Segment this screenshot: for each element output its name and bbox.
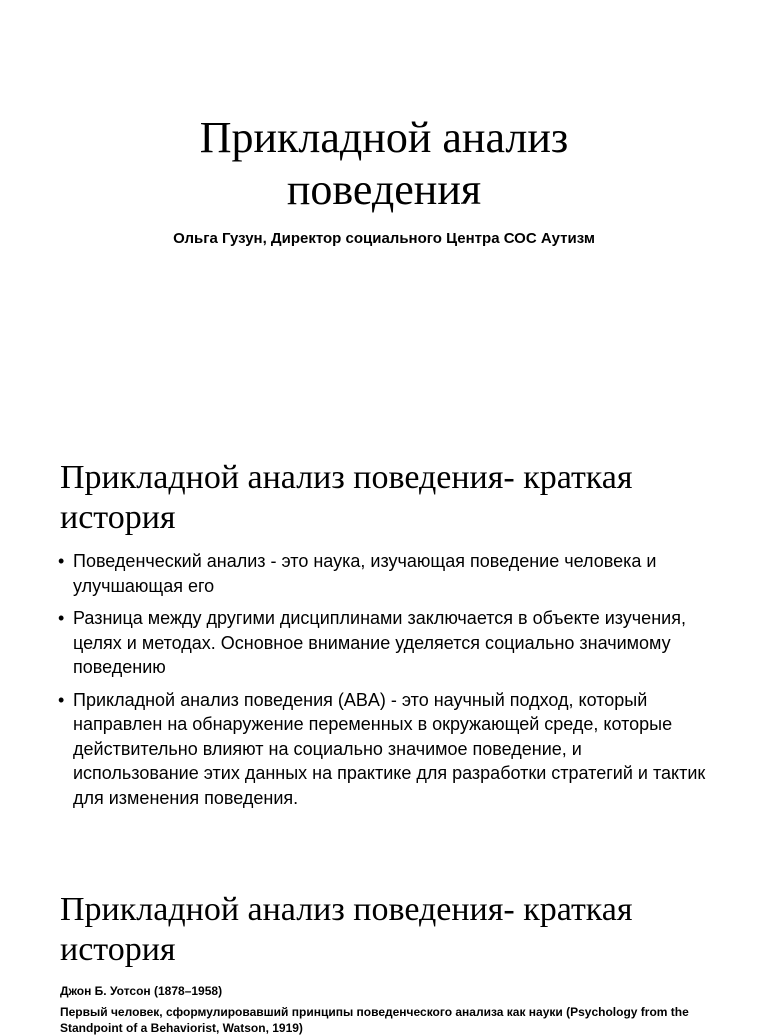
slide-heading [60, 890, 740, 970]
bullet-item [58, 549, 708, 598]
bullet-text: Поведенческий анализ - это наука, изучающая поведение человека и улучшающая его [73, 551, 657, 596]
presentation-subtitle: Ольга Гузун, Директор социального Центра СОС Аутизм [173, 230, 595, 247]
presentation-title [0, 112, 768, 216]
heading-line-2: история [60, 499, 176, 536]
heading-line-1: Прикладной анализ поведения- краткая [60, 891, 633, 928]
bullet-text: Прикладной анализ поведения (ABA) - это научный подход, который направлен на обнаружение переменных в окружающей среде, которые действительно влияют на социально значимое поведение, и использование этих данных на практике для разработки стратегий и тактик для изменения поведения. [73, 689, 706, 808]
person-description: Первый человек, сформулировавший принципы поведенческого анализа как науки (Psychology from the Standpoint of a Behaviorist, Watson, 1919) [60, 1005, 689, 1035]
bullet-marker: • [58, 551, 65, 571]
bullet-list [58, 549, 708, 818]
bullet-item [58, 688, 708, 811]
title-slide [0, 0, 768, 432]
heading-line-2: история [60, 931, 176, 968]
person-name: Джон Б. Уотсон (1878–1958) [60, 984, 223, 998]
bullet-text: Разница между другими дисциплинами заключается в объекте изучения, целях и методах. Основное внимание уделяется социально значимому поведению [73, 608, 686, 677]
history-slide [0, 432, 768, 864]
heading-line-1: Прикладной анализ поведения- краткая [60, 459, 633, 496]
bullet-marker: • [58, 608, 65, 628]
title-line-2: поведения [286, 165, 482, 214]
bullet-marker: • [58, 689, 65, 710]
bullet-item [58, 606, 708, 680]
watson-slide [0, 864, 768, 1035]
title-line-1: Прикладной анализ [199, 113, 569, 162]
slide-heading [60, 458, 740, 538]
